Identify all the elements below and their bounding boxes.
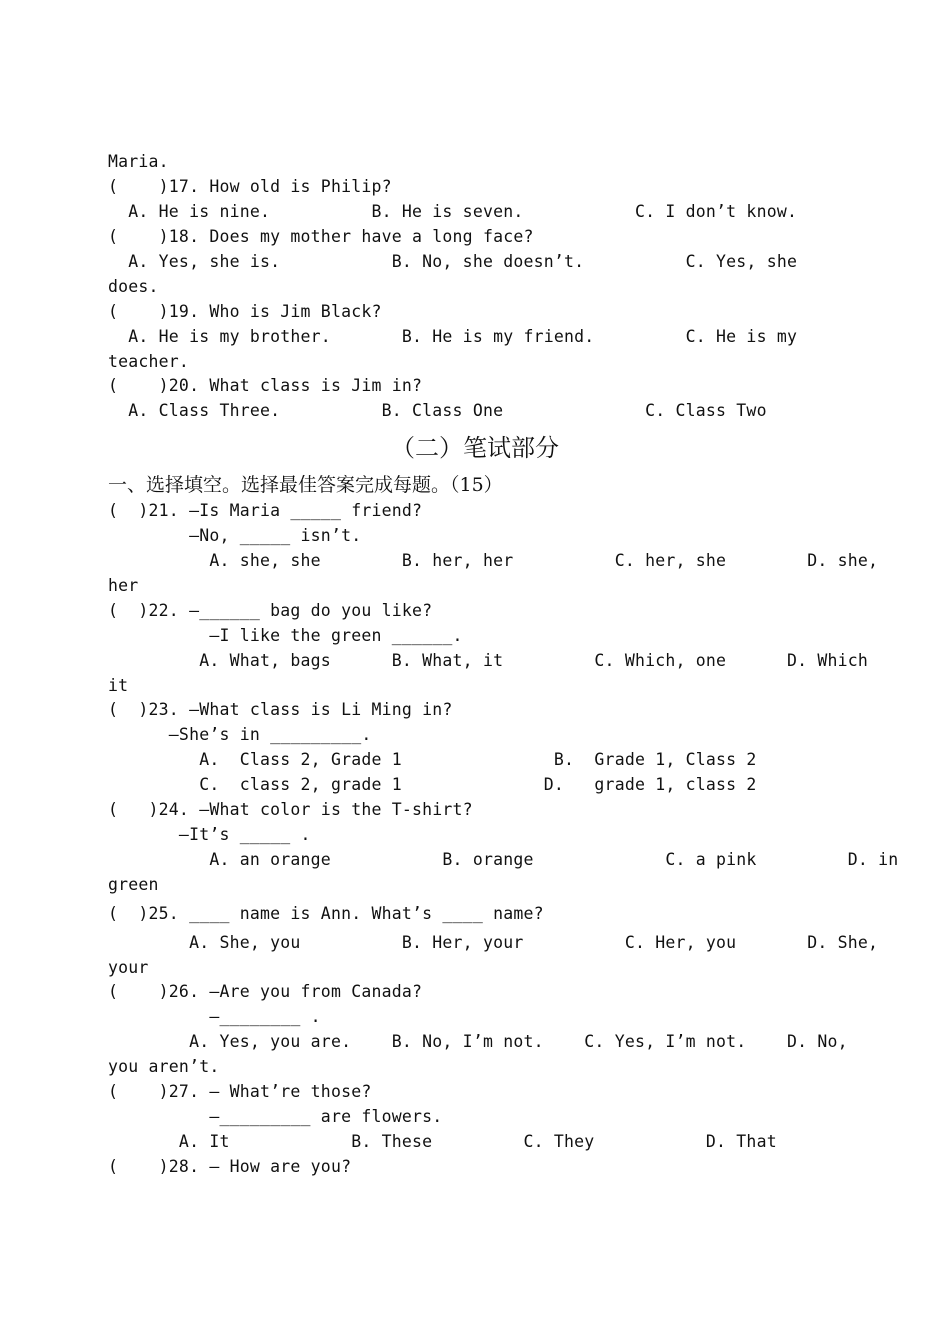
question-18-options: A. Yes, she is. B. No, she doesn’t. C. Yes, she [108, 252, 798, 271]
section-instruction: 一、选择填空。选择最佳答案完成每题。（15） [108, 474, 503, 496]
question-21-options-wrap: her [108, 576, 139, 595]
question-19: ( )19. Who is Jim Black? [108, 302, 382, 321]
question-24-reply: —It’s _____ . [108, 825, 311, 844]
question-21-options: A. she, she B. her, her C. her, she D. she, [108, 551, 879, 570]
question-27-options: A. It B. These C. They D. That [108, 1132, 777, 1151]
line-prev-continuation: Maria. [108, 152, 169, 171]
section-heading: （二）笔试部分 [391, 434, 559, 462]
question-18-options-wrap: does. [108, 277, 159, 296]
question-24: ( )24. —What color is the T-shirt? [108, 800, 473, 819]
question-23-reply: —She’s in _________. [108, 725, 372, 744]
question-27-reply: —_________ are flowers. [108, 1107, 443, 1126]
question-26: ( )26. —Are you from Canada? [108, 982, 423, 1001]
question-19-options: A. He is my brother. B. He is my friend. C. He is my [108, 327, 798, 346]
question-27: ( )27. — What’re those? [108, 1082, 372, 1101]
question-17: ( )17. How old is Philip? [108, 177, 392, 196]
question-21: ( )21. —Is Maria _____ friend? [108, 501, 423, 520]
question-23: ( )23. —What class is Li Ming in? [108, 700, 453, 719]
question-25-options-wrap: your [108, 958, 149, 977]
question-28: ( )28. — How are you? [108, 1157, 352, 1176]
question-24-options-wrap: green [108, 875, 159, 894]
question-22-options: A. What, bags B. What, it C. Which, one D. Which [108, 651, 869, 670]
question-21-reply: —No, _____ isn’t. [108, 526, 362, 545]
question-26-reply: —________ . [108, 1007, 321, 1026]
question-23-options-ab: A. Class 2, Grade 1 B. Grade 1, Class 2 [108, 750, 757, 769]
question-22-options-wrap: it [108, 676, 129, 695]
question-22: ( )22. —______ bag do you like? [108, 601, 433, 620]
question-20: ( )20. What class is Jim in? [108, 376, 423, 395]
question-17-options: A. He is nine. B. He is seven. C. I don’t know. [108, 202, 798, 221]
question-25-options: A. She, you B. Her, your C. Her, you D. She, [108, 933, 879, 952]
question-26-options: A. Yes, you are. B. No, I’m not. C. Yes, I’m not. D. No, [108, 1032, 848, 1051]
question-22-reply: —I like the green ______. [108, 626, 463, 645]
question-24-options: A. an orange B. orange C. a pink D. in [108, 850, 899, 869]
question-19-options-wrap: teacher. [108, 352, 190, 371]
question-25: ( )25. ____ name is Ann. What’s ____ name? [108, 904, 544, 923]
question-26-options-wrap: you aren’t. [108, 1057, 220, 1076]
question-20-options: A. Class Three. B. Class One C. Class Two [108, 401, 767, 420]
question-23-options-cd: C. class 2, grade 1 D. grade 1, class 2 [108, 775, 757, 794]
question-18: ( )18. Does my mother have a long face? [108, 227, 534, 246]
